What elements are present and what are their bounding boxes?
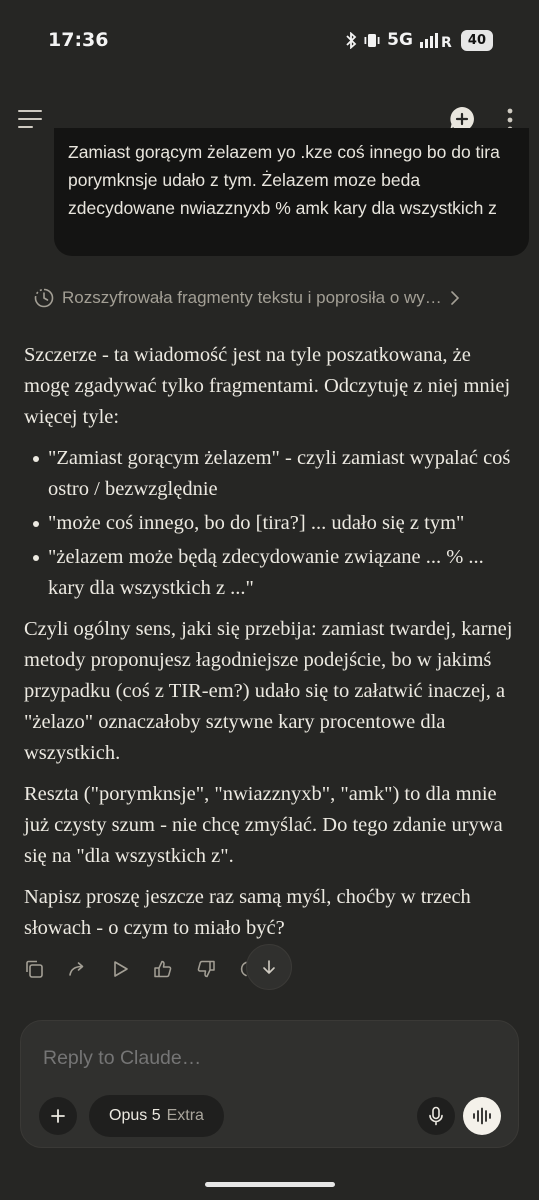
play-icon (110, 959, 130, 979)
assistant-intro: Szczerze - ta wiadomość jest na tyle poszatkowana, że mogę zgadywać tylko fragmentami. Odczytuję z niej mniej więcej tyle: (24, 344, 511, 428)
reply-input[interactable] (43, 1047, 483, 1070)
vibrate-icon (364, 32, 380, 49)
svg-text:R: R (440, 34, 452, 49)
battery-indicator: 40 (461, 30, 493, 51)
status-time: 17:36 (48, 29, 109, 51)
copy-button[interactable] (24, 952, 67, 986)
scroll-down-button[interactable] (246, 944, 292, 990)
thumbs-down-icon (196, 959, 216, 979)
model-selector-button[interactable] (89, 1095, 224, 1137)
status-icons (345, 30, 493, 51)
signal-icon (420, 32, 454, 49)
plus-icon (50, 1108, 66, 1124)
network-type: 5G (387, 30, 413, 50)
voice-mode-icon (472, 1107, 492, 1125)
clock-icon (34, 288, 54, 308)
model-name: Opus 5 (109, 1107, 161, 1124)
assistant-message (24, 340, 519, 954)
status-bar (0, 0, 539, 80)
arrow-down-icon (261, 959, 277, 975)
add-attachment-button[interactable] (39, 1097, 77, 1135)
copy-icon (24, 959, 44, 979)
home-indicator[interactable] (205, 1182, 335, 1187)
assistant-bullet-list (24, 443, 519, 604)
user-message-bubble[interactable] (54, 128, 529, 256)
list-item: "żelazem może będą zdecydowanie związane ... % ... kary dla wszystkich z ..." (24, 542, 519, 604)
assistant-paragraph-2: Czyli ogólny sens, jaki się przebija: zamiast twardej, karnej metody proponujesz łagodniejsze podejście, bo w jakimś przypadku (coś z TIR-em?) udało się to załatwić inaczej, a "żelazo" oznaczałoby sztywne kary procentowe dla wszystkich. (24, 618, 513, 764)
assistant-paragraph-4: Napisz proszę jeszcze raz samą myśl, choćby w trzech słowach - o czym to miało być? (24, 886, 471, 939)
thumbs-up-icon (153, 959, 173, 979)
bluetooth-icon (345, 32, 357, 49)
menu-icon[interactable] (18, 108, 42, 130)
thumbs-down-button[interactable] (196, 952, 239, 986)
share-icon (67, 959, 87, 979)
thinking-summary[interactable] (34, 285, 514, 311)
assistant-paragraph-3: Reszta ("porymknsje", "nwiazznyxb", "amk") to dla mnie już czysty szum - nie chcę zmyślać. Do tego zdanie urywa się na "dla wszystkich z". (24, 783, 503, 867)
composer (20, 1020, 519, 1148)
list-item: "może coś innego, bo do [tira?] ... udało się z tym" (24, 508, 519, 539)
share-button[interactable] (67, 952, 110, 986)
dictation-button[interactable] (417, 1097, 455, 1135)
thumbs-up-button[interactable] (153, 952, 196, 986)
voice-mode-button[interactable] (463, 1097, 501, 1135)
chevron-right-icon (450, 291, 460, 305)
play-button[interactable] (110, 952, 153, 986)
list-item: "Zamiast gorącym żelazem" - czyli zamiast wypalać coś ostro / bezwzględnie (24, 443, 519, 505)
model-variant: Extra (166, 1107, 204, 1124)
user-message-text: Zamiast gorącym żelazem yo .kze coś innego bo do tira porymknsje udało z tym. Żelazem moze beda zdecydowane nwiazznyxb % amk kary dla wszystkich z (68, 142, 500, 218)
mic-icon (427, 1106, 445, 1126)
thinking-summary-label: Rozszyfrowała fragmenty tekstu i poprosiła o wy… (62, 288, 442, 307)
